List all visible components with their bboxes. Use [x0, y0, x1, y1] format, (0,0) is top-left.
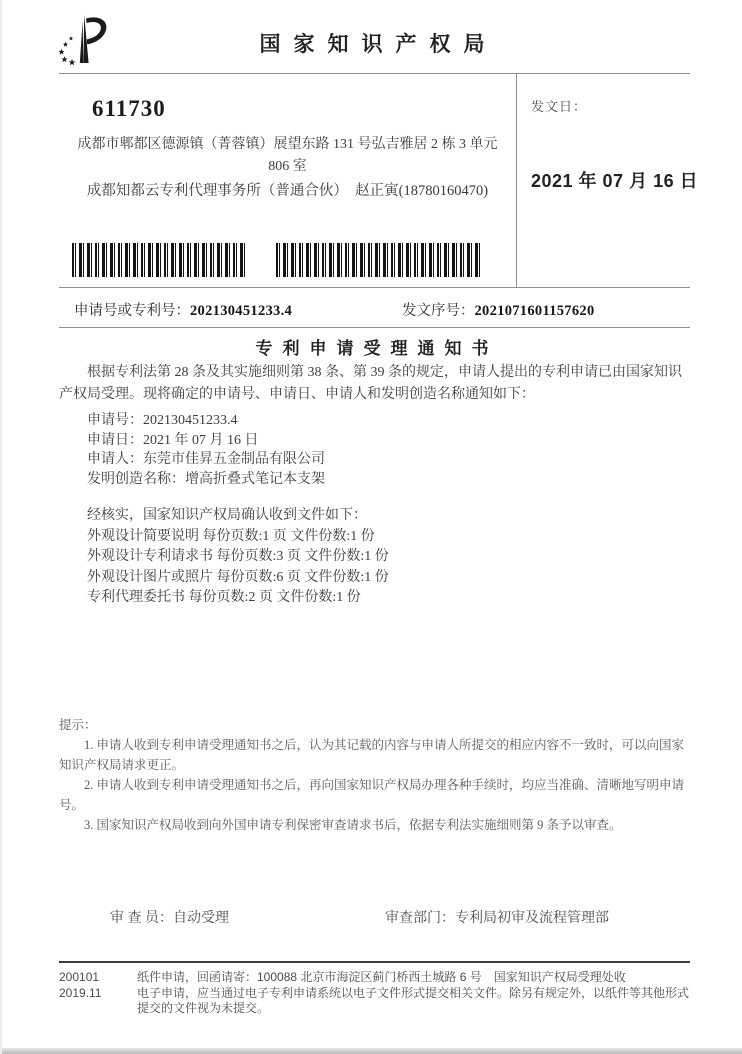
document-footer — [59, 961, 690, 1017]
recipient-box — [59, 74, 699, 287]
received-intro: 经核实，国家知识产权局确认收到文件如下： — [87, 508, 367, 523]
ref-row-divider — [59, 327, 690, 328]
department-label: 审查部门： — [385, 911, 455, 926]
issue-date-value: 2021 年 07 月 16 日 — [531, 171, 699, 191]
field-value: 202130451233.4 — [143, 413, 238, 428]
field-applicant — [59, 450, 690, 470]
field-label: 申请日： — [87, 432, 143, 448]
serial-number-label: 发文序号： — [402, 303, 475, 319]
field-application-number — [59, 411, 690, 431]
footer-electronic-instructions: 电子申请，应当通过电子专利申请系统以电子文件形式提交相关文件。除另有规定外，以纸件等其他形式提交的文件视为未提交。 — [137, 985, 690, 1015]
field-invention-title — [59, 470, 690, 490]
received-doc-item: 外观设计简要说明 每份页数:1 页 文件份数:1 份 — [87, 528, 375, 544]
document-title: 专利申请受理通知书 — [255, 339, 499, 358]
barcode — [72, 243, 248, 277]
application-fields — [59, 411, 690, 489]
signoff-row — [59, 907, 690, 929]
application-number-value: 202130451233.4 — [190, 303, 293, 319]
footer-version-code: 2019.11 — [59, 985, 102, 1000]
document-body — [59, 362, 690, 609]
note-item: 3. 国家知识产权局收到向外国申请专利保密审查请求书后，依据专利法实施细则第 9 条予以审查。 — [84, 818, 622, 832]
application-number-label: 申请号或专利号： — [74, 303, 190, 319]
page-edge-shadow — [2, 1048, 742, 1054]
box-bottom-divider — [59, 287, 690, 288]
issue-date-area — [516, 74, 699, 287]
note-item: 1. 申请人收到专利申请受理通知书之后，认为其记载的内容与申请人所提交的相应内容不一致时，可以向国家知识产权局请求更正。 — [59, 738, 685, 772]
field-label: 发明创造名称： — [87, 471, 185, 487]
department-group — [385, 907, 609, 927]
field-value: 东莞市佳昇五金制品有限公司 — [143, 452, 325, 467]
received-doc-item: 外观设计图片或照片 每份页数:6 页 文件份数:1 份 — [87, 569, 389, 585]
notes-section — [59, 716, 690, 835]
reference-numbers-row — [59, 296, 690, 322]
footer-row-electronic — [59, 986, 690, 1017]
footer-form-code: 200101 — [59, 970, 100, 984]
footer-paper-instructions: 纸件申请，回函请寄：100088 北京市海淀区蓟门桥西土城路 6 号 国家知识产权局受理处收 — [137, 970, 626, 984]
recipient-area — [59, 74, 516, 287]
received-documents — [59, 506, 690, 609]
application-number-group — [74, 299, 292, 320]
serial-number-group — [402, 299, 595, 320]
department-value: 专利局初审及流程管理部 — [455, 911, 609, 926]
issue-date-label: 发文日： — [531, 99, 588, 114]
org-name: 国家知识产权局 — [259, 32, 498, 56]
notes-heading: 提示： — [59, 718, 97, 732]
received-doc-item: 专利代理委托书 每份页数:2 页 文件份数:1 份 — [87, 590, 361, 605]
barcode — [276, 243, 482, 277]
recipient-address-line2: 806 室 — [268, 159, 307, 174]
examiner-label: 审 查 员： — [110, 911, 173, 926]
footer-row-paper — [59, 970, 690, 986]
field-label: 申请人： — [87, 452, 143, 467]
barcode-row — [72, 243, 482, 277]
field-label: 申请号： — [87, 413, 143, 428]
examiner-group — [110, 907, 229, 927]
examiner-value: 自动受理 — [173, 911, 229, 926]
agent-line: 成都知都云专利代理事务所（普通合伙） 赵正寅(18780160470) — [86, 183, 489, 199]
recipient-address-line1: 成都市郫都区德源镇（菁蓉镇）展望东路 131 号弘吉雅居 2 栋 3 单元 — [77, 137, 498, 152]
field-application-date — [59, 431, 690, 451]
intro-paragraph: 根据专利法第 28 条及其实施细则第 38 条、第 39 条的规定，申请人提出的专利申请已由国家知识产权局受理。现将确定的申请号、申请日、申请人和发明创造名称通知如下： — [59, 365, 682, 402]
postal-code: 611730 — [92, 96, 166, 121]
field-value: 2021 年 07 月 16 日 — [143, 432, 259, 448]
note-item: 2. 申请人收到专利申请受理通知书之后，再向国家知识产权局办理各种手续时，均应当准确、清晰地写明申请号。 — [59, 778, 685, 812]
received-doc-item: 外观设计专利请求书 每份页数:3 页 文件份数:1 份 — [87, 549, 389, 564]
field-value: 增高折叠式笔记本支架 — [185, 471, 325, 487]
serial-number-value: 2021071601157620 — [474, 303, 595, 319]
document-header — [2, 0, 742, 73]
